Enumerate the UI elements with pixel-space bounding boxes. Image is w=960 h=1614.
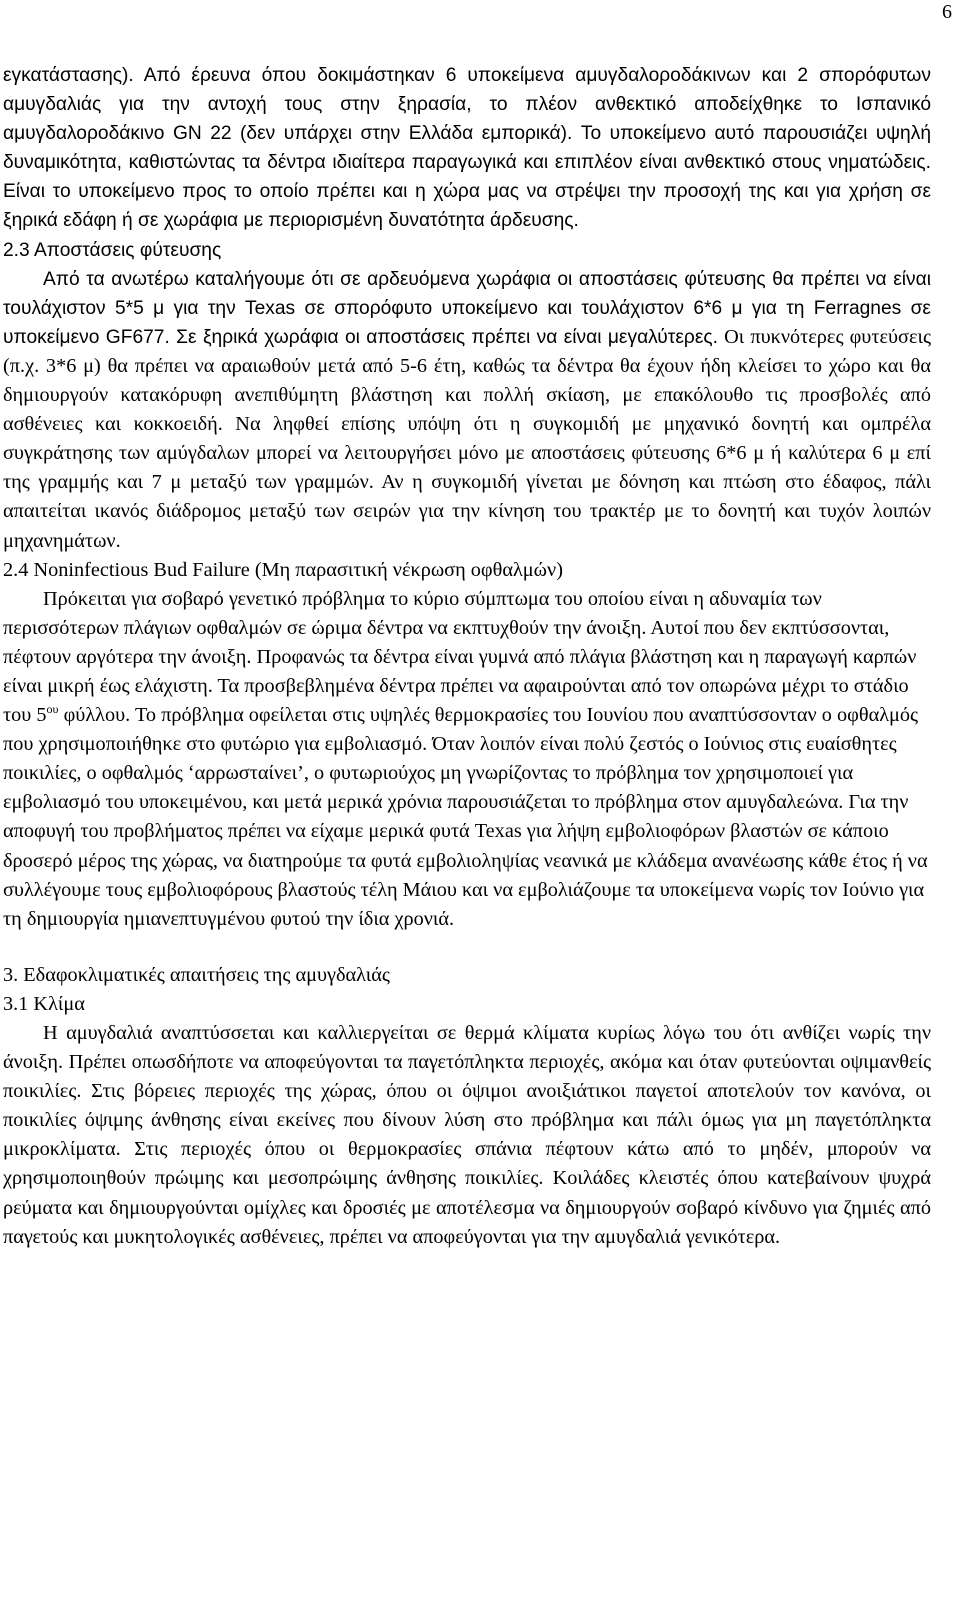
- paragraph-bud-failure-part1: Πρόκειται για σοβαρό γενετικό πρόβλημα το κύριο σύμπτωμα του οποίου είναι η αδυναμία των περισσότερων πλάγιων οφθαλμών σε ώριμα δέντρα να εκπτυχθούν την άνοιξη. Αυτοί που δεν εκπτύσσονται, πέφτουν αργότερα την άνοιξη. Προφανώς τα δέντρα είναι γυμνά από πλάγια βλάστηση και η παραγωγή καρπών είναι μικρή έως ελάχιστη. Τα προσβεβλημένα δέντρα πρέπει να αφαιρούνται από τον οπωρώνα μέχρι το στάδιο του 5: [3, 587, 917, 727]
- document-body: [3, 61, 931, 1252]
- paragraph-bud-failure-part2: φύλλου. Το πρόβλημα οφείλεται στις υψηλές θερμοκρασίες του Ιουνίου που αναπτύσσονταν ο οφθαλμός που χρησιμοποιήθηκε στο φυτώριο για εμβολιασμό. Όταν λοιπόν είναι πολύ ζεστός ο Ιούνιος στις ευαίσθητες ποικιλίες, ο οφθαλμός ‘αρρωσταίνει’, ο φυτωριούχος μη γνωρίζοντας το πρόβλημα τον χρησιμοποιεί για εμβολιασμό του υποκειμένου, και μετά μερικά χρόνια παρουσιάζεται το πρόβλημα στον αμυγδαλεώνα. Για την αποφυγή του προβλήματος πρέπει να είχαμε μερικά φυτά Texas για λήψη εμβολιοφόρων βλαστών σε κάποιο δροσερό μέρος της χώρας, να διατηρούμε τα φυτά εμβολιοληψίας νεανικά με κλάδεμα ανανέωσης κάθε έτος ή να συλλέγουμε τους εμβολιοφόρους βλαστούς τέλη Μάιου και να εμβολιάζουμε τα υποκείμενα νωρίς τον Ιούνιο για τη δημιουργία ημιανεπτυγμένου φυτού την ίδια χρονιά.: [3, 704, 928, 930]
- paragraph-rootstock-drought: εγκατάστασης). Από έρευνα όπου δοκιμάστηκαν 6 υποκείμενα αμυγδαλοροδάκινων και 2 σπορόφυτων αμυγδαλιάς για την αντοχή τους στην ξηρασία, το πλέον ανθεκτικό αποδείχθηκε το Ισπανικό αμυγδαλοροδάκινο GN 22 (δεν υπάρχει στην Ελλάδα εμπορικά). Το υποκείμενο αυτό παρουσιάζει υψηλή δυναμικότητα, καθιστώντας τα δέντρα ιδιαίτερα παραγωγικά και επιπλέον είναι ανθεκτικό στους νηματώδεις. Είναι το υποκείμενο προς το οποίο πρέπει και η χώρα μας να στρέψει την προσοχή της και για χρήση σε ξηρικά εδάφη ή σε χωράφια με περιορισμένη δυνατότητα άρδευσης.: [3, 65, 931, 232]
- section-gap: [3, 934, 931, 961]
- superscript-ordinal: ου: [46, 702, 59, 717]
- heading-2-4-greek: (Μη παρασιτική νέκρωση οφθαλμών): [254, 558, 563, 581]
- heading-2-4-english: Noninfectious Bud Failure: [33, 558, 250, 581]
- heading-2-3-number: 2.3: [3, 239, 30, 261]
- paragraph-planting-distances-b: Οι πυκνότερες φυτεύσεις (π.χ. 3*6 μ) θα πρέπει να αραιωθούν μετά από 5-6 έτη, καθώς τα δέντρα θα έχουν ήδη κλείσει το χώρο και θα δημιουργούν κατακόρυφη ανεπιθύμητη βλάστηση και πολλή σκίαση, με επακόλουθο τις προσβολές από ασθένειες και κοκκοειδή. Να ληφθεί επίσης υπόψη ότι η συγκομιδή με μηχανικό δονητή και ομπρέλα συγκράτησης των αμύγδαλων μπορεί να λειτουργήσει μόνο με αποστάσεις φύτευσης 6*6 μ ή καλύτερα 6 μ επί της γραμμής και 7 μ μεταξύ των γραμμών. Αν η συγκομιδή γίνεται με δόνηση και πτώση στο έδαφος, πάλι απαιτείται ικανός διάδρομος μεταξύ των σειρών για την κίνηση του τρακτέρ με το δονητή και τυχόν λοιπών μηχανημάτων.: [3, 325, 931, 552]
- paragraph-bud-failure: [3, 585, 931, 934]
- heading-3: 3. Εδαφοκλιματικές απαιτήσεις της αμυγδαλιάς: [3, 963, 390, 986]
- heading-2-4-number: 2.4: [3, 558, 29, 581]
- paragraph-planting-distances: [3, 265, 931, 556]
- paragraph-planting-distances-a: Από τα ανωτέρω καταλήγουμε ότι σε αρδευόμενα χωράφια οι αποστάσεις φύτευσης θα πρέπει να είναι τουλάχιστον 5*5 μ για την Texas σε σπορόφυτο υποκείμενο και τουλάχιστον 6*6 μ για τη Ferragnes σε υποκείμενο GF677. Σε ξηρικά χωράφια οι αποστάσεις πρέπει να είναι μεγαλύτερες.: [3, 268, 931, 348]
- heading-3-1: 3.1 Κλίμα: [3, 992, 85, 1015]
- heading-2-3-title: Αποστάσεις φύτευσης: [33, 239, 222, 261]
- paragraph-climate: Η αμυγδαλιά αναπτύσσεται και καλλιεργείται σε θερμά κλίματα κυρίως λόγω του ότι ανθίζει νωρίς την άνοιξη. Πρέπει οπωσδήποτε να αποφεύγονται τα παγετόπληκτα περιοχές, ακόμα και όταν φυτεύονται οψιμανθείς ποικιλίες. Στις βόρειες περιοχές της χώρας, όπου οι όψιμοι ανοιξιάτικοι παγετοί αποτελούν τον κανόνα, οι ποικιλίες όψιμης άνθησης είναι εκείνες που δίνουν λύση στο πρόβλημα και πάλι όμως για μη παγετόπληκτα μικροκλίματα. Στις περιοχές όπου οι θερμοκρασίες σπάνια πέφτουν κάτω από το μηδέν, μπορούν να χρησιμοποιηθούν πρώιμης και μεσοπρώιμης άνθησης ποικιλίες. Κοιλάδες κλειστές όπου κατεβαίνουν ψυχρά ρεύματα και δημιουργούνται ομίχλες και δροσιές με αποτέλεσμα να δημιουργούν σοβαρό κίνδυνο για ζημιές από παγετούς και μυκητολογικές ασθένειες, πρέπει να αποφεύγονται για την αμυγδαλιά γενικότερα.: [3, 1022, 931, 1248]
- heading-2-4: [3, 556, 931, 585]
- heading-2-3: [3, 236, 931, 265]
- page-number: 6: [942, 1, 952, 23]
